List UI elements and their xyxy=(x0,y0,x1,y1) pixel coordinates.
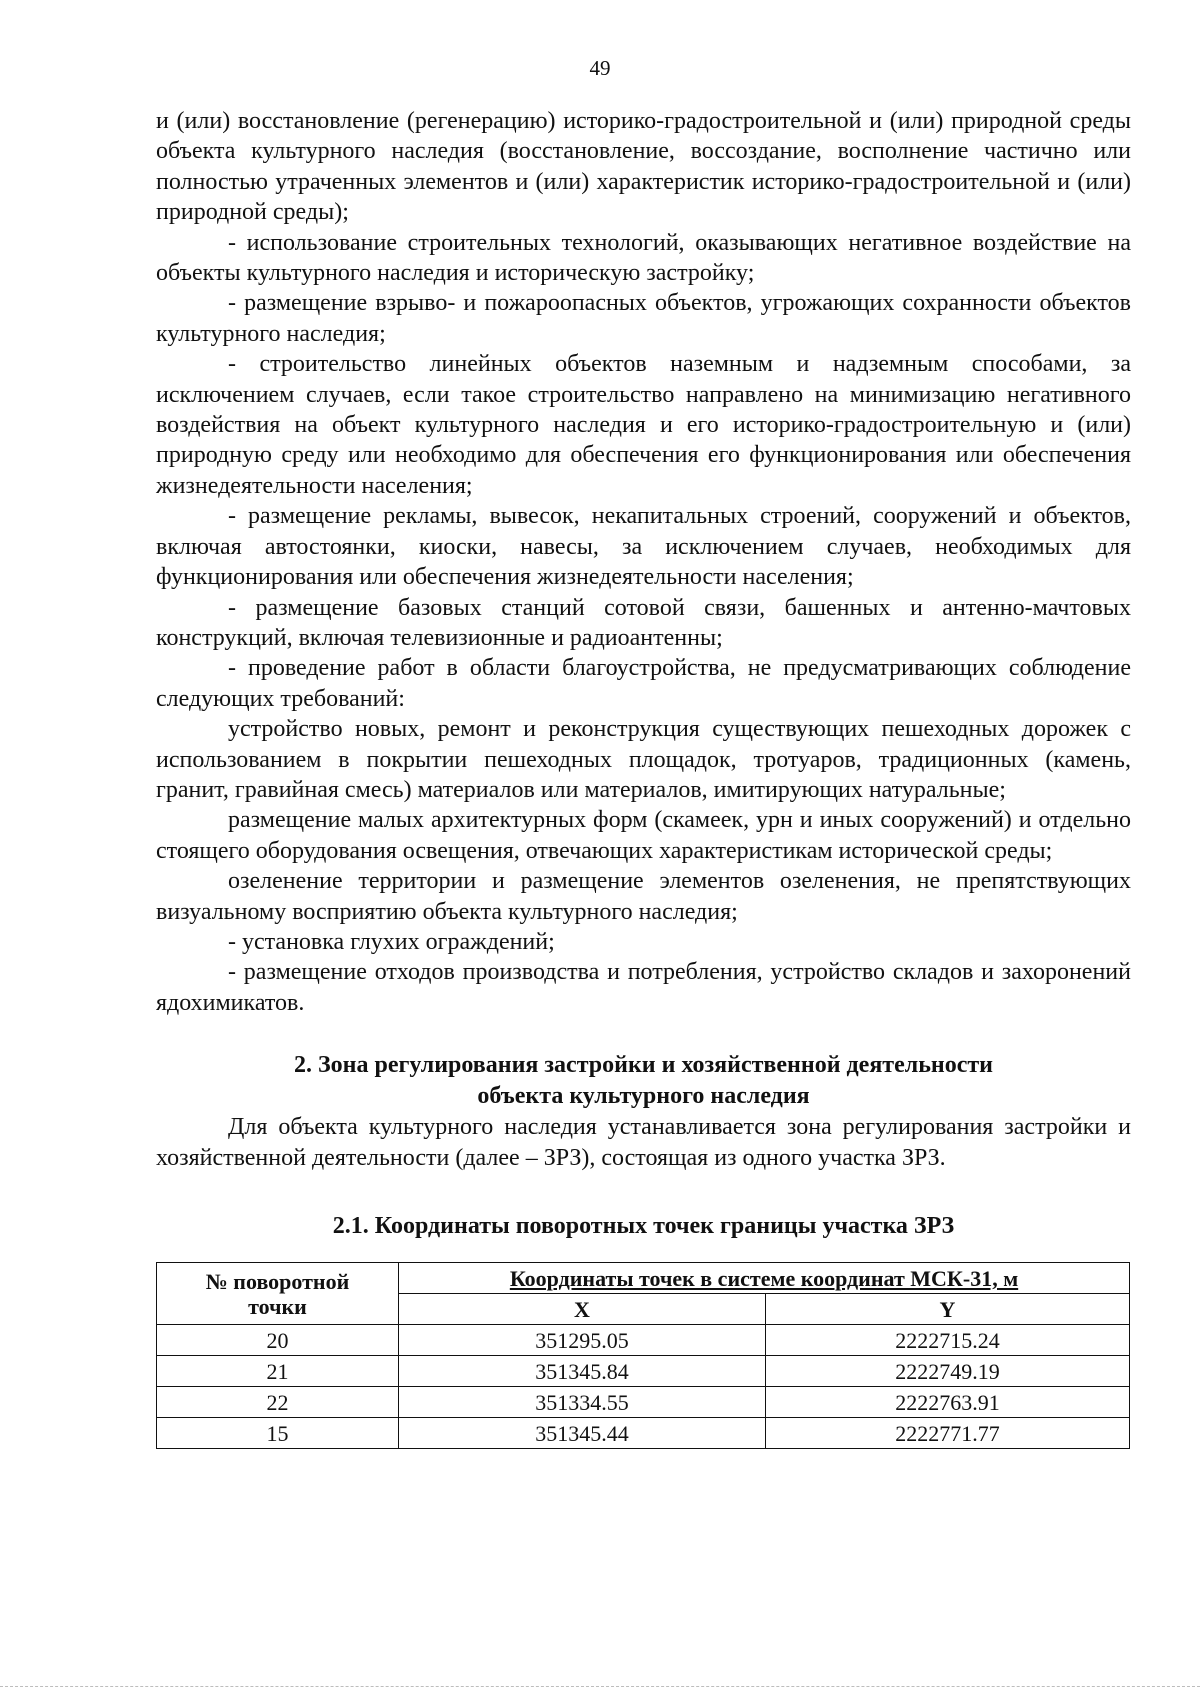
intro-paragraph: Для объекта культурного наследия устанавливается зона регулирования застройки и хозяйственной деятельности (далее – ЗРЗ), состоящая из одного участка ЗРЗ. xyxy=(156,1114,1131,1171)
list-item: озеленение территории и размещение элементов озеленения, не препятствующих визуальному восприятию объекта культурного наследия; xyxy=(156,868,1131,925)
list-item: - установка глухих ограждений; xyxy=(228,928,555,955)
header-y: Y xyxy=(766,1294,1130,1325)
table-row xyxy=(157,1325,1130,1356)
table-row xyxy=(157,1387,1130,1418)
cell-point: 20 xyxy=(157,1325,399,1356)
list-item: - размещение отходов производства и потребления, устройство складов и захоронений ядохимикатов. xyxy=(156,959,1131,1016)
cell-point: 21 xyxy=(157,1356,399,1387)
table-header-row xyxy=(157,1263,1130,1294)
cell-x: 351295.05 xyxy=(399,1325,766,1356)
cell-y: 2222715.24 xyxy=(766,1325,1130,1356)
cell-x: 351345.84 xyxy=(399,1356,766,1387)
cell-y: 2222771.77 xyxy=(766,1418,1130,1449)
page-number: 49 xyxy=(589,56,611,80)
header-point-line-1: № поворотной xyxy=(205,1269,350,1294)
list-item: устройство новых, ремонт и реконструкция существующих пешеходных дорожек с использованием в покрытии пешеходных площадок, тротуаров, традиционных (камень, гранит, гравийная смесь) материалов или материалов, имитирующих натуральные; xyxy=(156,716,1131,803)
header-point-number xyxy=(157,1263,399,1325)
cell-point: 22 xyxy=(157,1387,399,1418)
cell-y: 2222749.19 xyxy=(766,1356,1130,1387)
table-title: 2.1. Координаты поворотных точек границы участка ЗРЗ xyxy=(332,1213,955,1239)
list-item: - проведение работ в области благоустройства, не предусматривающих соблюдение следующих требований: xyxy=(156,655,1131,712)
list-item: - строительство линейных объектов наземным и надземным способами, за исключением случаев, если такое строительство направлено на минимизацию негативного воздействия на объект культурного наследия и его историко-градостроительную и (или) природную среду или необходимо для обеспечения его функционирования или обеспечения жизнедеятельности населения; xyxy=(156,351,1131,499)
header-point-line-2: точки xyxy=(248,1294,307,1319)
section-heading xyxy=(156,1050,1131,1112)
list-item: - размещение базовых станций сотовой связи, башенных и антенно-мачтовых конструкций, включая телевизионные и радиоантенны; xyxy=(156,594,1131,651)
section-heading-line-1: 2. Зона регулирования застройки и хозяйственной деятельности xyxy=(293,1052,994,1079)
list-item: - размещение рекламы, вывесок, некапитальных строений, сооружений и объектов, включая автостоянки, киоски, навесы, за исключением случаев, необходимых для функционирования или обеспечения жизнедеятельности населения; xyxy=(156,503,1131,591)
list-item: - использование строительных технологий, оказывающих негативное воздействие на объекты культурного наследия и историческую застройку; xyxy=(156,229,1131,287)
cell-point: 15 xyxy=(157,1418,399,1449)
paragraph: и (или) восстановление (регенерацию) историко-градостроительной и (или) природной среды объекта культурного наследия (восстановление, воссоздание, восполнение частично или полностью утраченных элементов и (или) характеристик историко-градостроительной и (или) природной среды); xyxy=(156,108,1131,226)
table-row xyxy=(157,1356,1130,1387)
cell-x: 351345.44 xyxy=(399,1418,766,1449)
section-heading-line-2: объекта культурного наследия xyxy=(477,1083,810,1110)
restrictions-list xyxy=(156,106,1131,1018)
header-x: X xyxy=(399,1294,766,1325)
cell-x: 351334.55 xyxy=(399,1387,766,1418)
coordinates-table xyxy=(156,1262,1130,1449)
document-body xyxy=(156,106,1131,1449)
scan-edge-divider xyxy=(0,1686,1200,1687)
header-coordinates-label: Координаты точек в системе координат МСК-31, м xyxy=(509,1266,1019,1291)
header-coordinates xyxy=(399,1263,1130,1294)
table-row xyxy=(157,1418,1130,1449)
list-item: - размещение взрыво- и пожароопасных объектов, угрожающих сохранности объектов культурного наследия; xyxy=(156,290,1131,347)
cell-y: 2222763.91 xyxy=(766,1387,1130,1418)
list-item: размещение малых архитектурных форм (скамеек, урн и иных сооружений) и отдельно стоящего оборудования освещения, отвечающих характеристикам исторической среды; xyxy=(156,807,1131,864)
